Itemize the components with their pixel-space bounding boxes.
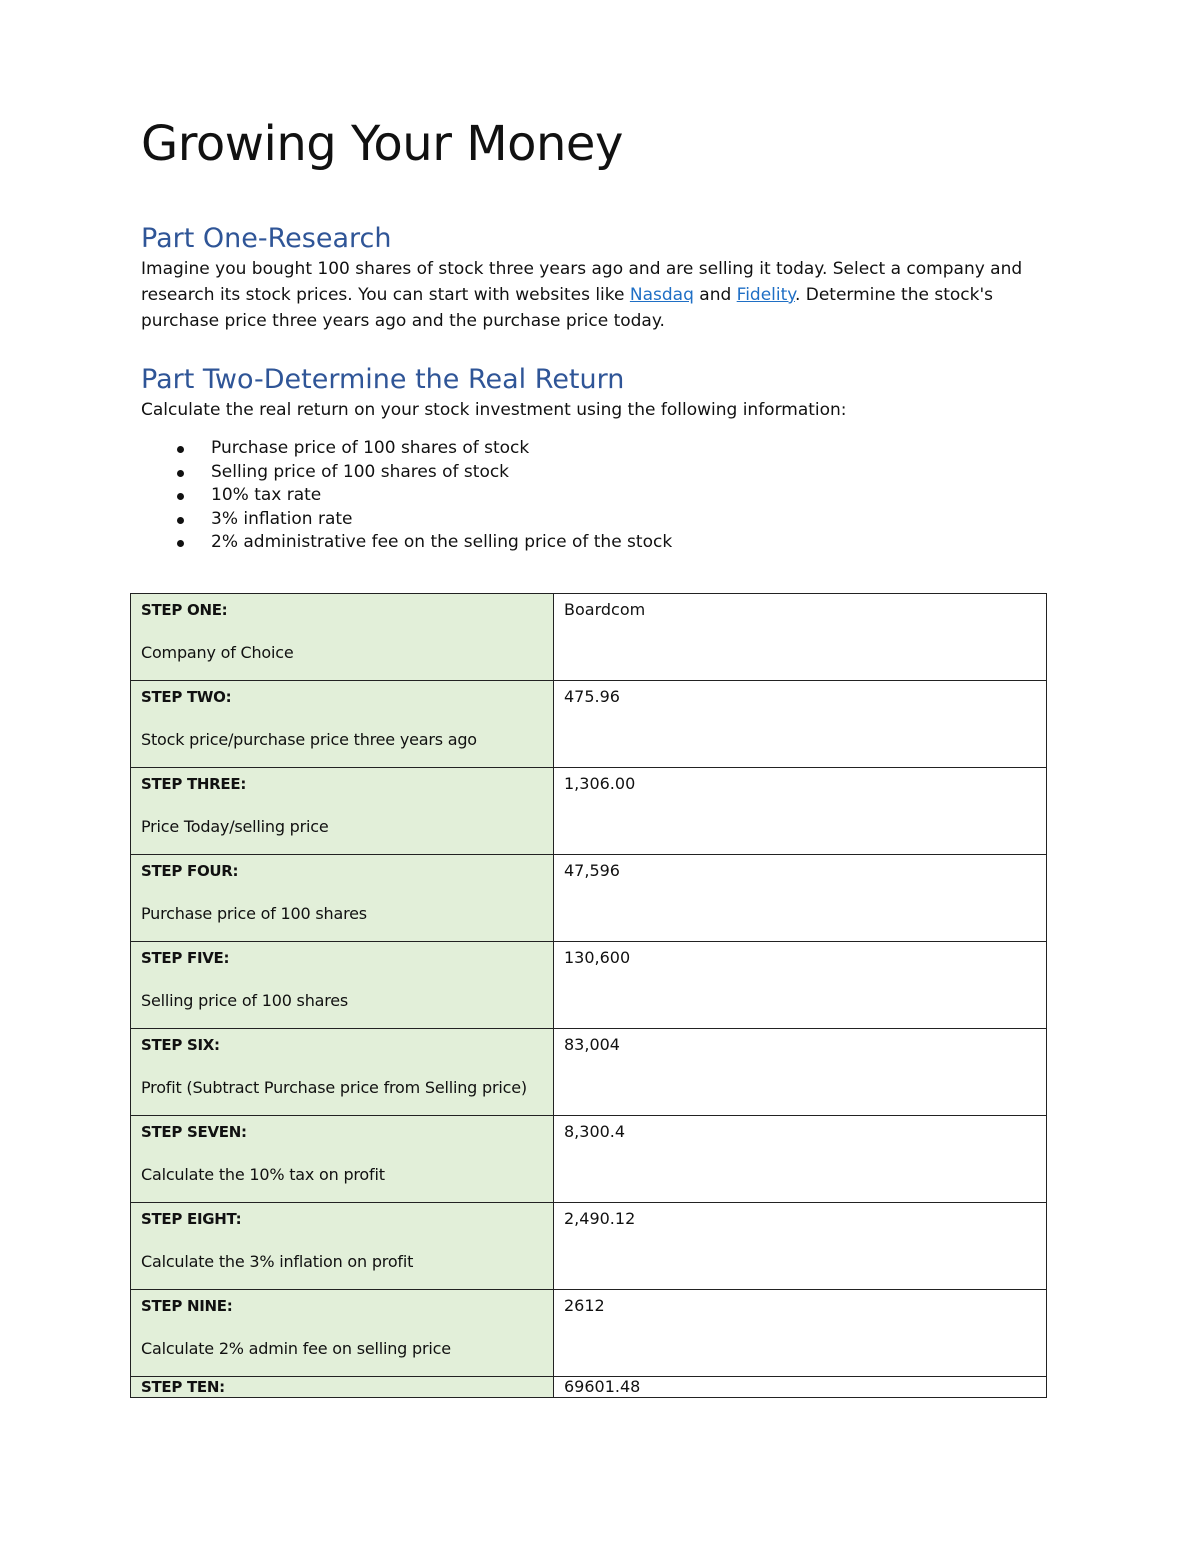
table-row	[131, 594, 1047, 681]
step-value: 47,596	[564, 861, 620, 880]
table-row	[131, 942, 1047, 1029]
step-label-cell	[131, 1377, 554, 1398]
step-value: Boardcom	[564, 600, 646, 619]
bullet-icon	[177, 446, 184, 453]
table-row	[131, 1116, 1047, 1203]
step-value-cell[interactable]	[554, 594, 1047, 681]
step-description: Profit (Subtract Purchase price from Selling price)	[141, 1078, 527, 1097]
fidelity-link[interactable]: Fidelity	[736, 285, 795, 305]
table-row	[131, 768, 1047, 855]
bullet-text: 2% administrative fee on the selling price of the stock	[211, 532, 673, 552]
step-value: 130,600	[564, 948, 631, 967]
step-value-cell[interactable]	[554, 855, 1047, 942]
part-two-heading: Part Two-Determine the Real Return	[141, 364, 625, 395]
bullet-icon	[177, 540, 184, 547]
step-description: Company of Choice	[141, 643, 294, 662]
bullet-item	[141, 484, 672, 508]
step-value: 83,004	[564, 1035, 620, 1054]
step-title: STEP SEVEN:	[141, 1123, 247, 1141]
step-value-cell[interactable]	[554, 942, 1047, 1029]
bullet-item	[141, 461, 672, 485]
part-one-text-end: . Determine the stock's purchase price three years ago and the purchase price today.	[141, 285, 993, 331]
bullet-icon	[177, 517, 184, 524]
step-label-cell	[131, 1290, 554, 1377]
part-one-text-middle: and	[693, 285, 737, 305]
step-value: 475.96	[564, 687, 620, 706]
step-title: STEP ONE:	[141, 601, 228, 619]
step-description: Calculate the 3% inflation on profit	[141, 1252, 414, 1271]
step-value: 69601.48	[564, 1377, 641, 1396]
step-value-cell[interactable]	[554, 681, 1047, 768]
step-description: Purchase price of 100 shares	[141, 904, 367, 923]
step-title: STEP FIVE:	[141, 949, 230, 967]
part-two-intro: Calculate the real return on your stock investment using the following information:	[141, 400, 847, 420]
step-value: 2612	[564, 1296, 605, 1315]
step-value-cell[interactable]	[554, 1029, 1047, 1116]
step-value-cell[interactable]	[554, 1116, 1047, 1203]
bullet-item	[141, 437, 672, 461]
step-title: STEP TEN:	[141, 1378, 225, 1396]
step-value: 8,300.4	[564, 1122, 626, 1141]
bullet-item	[141, 531, 672, 555]
steps-table	[130, 593, 1047, 1398]
step-value-cell[interactable]	[554, 1203, 1047, 1290]
step-description: Calculate the 10% tax on profit	[141, 1165, 385, 1184]
step-value: 2,490.12	[564, 1209, 636, 1228]
info-bullet-list	[141, 437, 672, 555]
step-label-cell	[131, 942, 554, 1029]
step-label-cell	[131, 594, 554, 681]
table-row	[131, 1377, 1047, 1398]
step-value-cell[interactable]	[554, 1290, 1047, 1377]
bullet-text: 10% tax rate	[211, 485, 322, 505]
step-title: STEP THREE:	[141, 775, 247, 793]
step-label-cell	[131, 1116, 554, 1203]
bullet-icon	[177, 470, 184, 477]
step-description: Price Today/selling price	[141, 817, 329, 836]
bullet-text: Selling price of 100 shares of stock	[211, 461, 510, 482]
step-description: Selling price of 100 shares	[141, 991, 349, 1010]
step-label-cell	[131, 1203, 554, 1290]
step-value: 1,306.00	[564, 774, 636, 793]
step-label-cell	[131, 1029, 554, 1116]
bullet-text: Purchase price of 100 shares of stock	[211, 438, 530, 458]
step-value-cell[interactable]	[554, 1377, 1047, 1398]
part-one-text-start: Imagine you bought 100 shares of stock three years ago and are selling it today. Select a company and research its stock prices. You can start with websites like	[141, 259, 1023, 305]
nasdaq-link[interactable]: Nasdaq	[629, 285, 694, 305]
step-label-cell	[131, 855, 554, 942]
bullet-text: 3% inflation rate	[211, 508, 353, 529]
bullet-icon	[177, 493, 184, 500]
step-label-cell	[131, 681, 554, 768]
table-row	[131, 1203, 1047, 1290]
bullet-item	[141, 508, 672, 532]
step-title: STEP TWO:	[141, 688, 232, 706]
step-description: Stock price/purchase price three years ago	[141, 730, 477, 749]
part-one-heading: Part One-Research	[141, 223, 392, 254]
table-row	[131, 855, 1047, 942]
step-title: STEP EIGHT:	[141, 1210, 242, 1228]
step-label-cell	[131, 768, 554, 855]
step-description: Calculate 2% admin fee on selling price	[141, 1339, 451, 1358]
step-title: STEP FOUR:	[141, 862, 239, 880]
table-row	[131, 681, 1047, 768]
part-one-paragraph	[141, 256, 1061, 334]
step-title: STEP NINE:	[141, 1297, 233, 1315]
document-title: Growing Your Money	[141, 116, 623, 172]
table-row	[131, 1290, 1047, 1377]
step-title: STEP SIX:	[141, 1036, 220, 1054]
step-value-cell[interactable]	[554, 768, 1047, 855]
table-row	[131, 1029, 1047, 1116]
